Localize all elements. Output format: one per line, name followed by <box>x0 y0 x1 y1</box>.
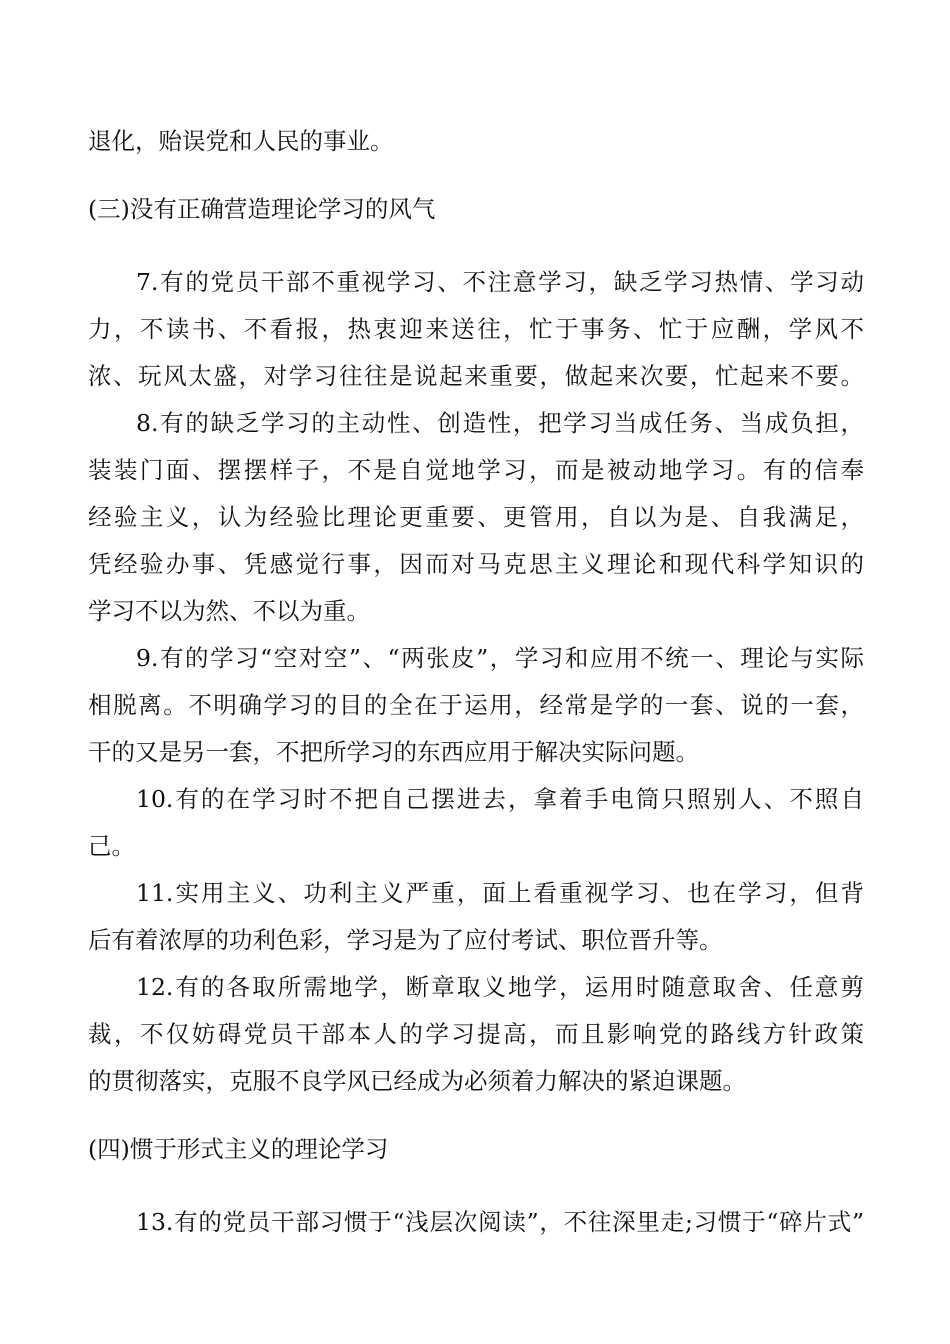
paragraph-line: 的贯彻落实，克服不良学风已经成为必须着力解决的紧迫课题。 <box>88 1067 746 1095</box>
paragraph-line: 12.有的各取所需地学，断章取义地学，运用时随意取舍、任意剪 <box>136 973 864 1001</box>
paragraph-7 <box>88 259 864 400</box>
document-page <box>88 118 864 1246</box>
paragraph-13 <box>88 1199 864 1246</box>
paragraph-line: 9.有的学习“空对空”、“两张皮”，学习和应用不统一、理论与实际 <box>136 644 864 672</box>
paragraph-line: 裁，不仅妨碍党员干部本人的学习提高，而且影响党的路线方针政策 <box>88 1020 864 1048</box>
paragraph-line: 相脱离。不明确学习的目的全在于运用，经常是学的一套、说的一套， <box>88 691 864 719</box>
paragraph-line: 装装门面、摆摆样子，不是自觉地学习，而是被动地学习。有的信奉 <box>88 456 864 484</box>
section-heading-3: (三)没有正确营造理论学习的风气 <box>88 195 436 223</box>
paragraph-10 <box>88 776 864 870</box>
paragraph-line: 浓、玩风太盛，对学习往往是说起来重要，做起来次要，忙起来不要。 <box>88 362 864 390</box>
paragraph-11 <box>88 870 864 964</box>
paragraph-line: 8.有的缺乏学习的主动性、创造性，把学习当成任务、当成负担， <box>136 409 864 437</box>
paragraph-line: 干的又是另一套，不把所学习的东西应用于解决实际问题。 <box>88 738 699 766</box>
paragraph-line: 经验主义，认为经验比理论更重要、更管用，自以为是、自我满足， <box>88 503 864 531</box>
paragraph-line: 11.实用主义、功利主义严重，面上看重视学习、也在学习，但背 <box>136 879 864 907</box>
paragraph-line: 后有着浓厚的功利色彩，学习是为了应付考试、职位晋升等。 <box>88 926 723 954</box>
paragraph-line: 力，不读书、不看报，热衷迎来送往，忙于事务、忙于应酬，学风不 <box>88 315 864 343</box>
paragraph-line: 退化，贻误党和人民的事业。 <box>88 127 394 155</box>
paragraph-line: 凭经验办事、凭感觉行事，因而对马克思主义理论和现代科学知识的 <box>88 550 864 578</box>
paragraph-line: 10.有的在学习时不把自己摆进去，拿着手电筒只照别人、不照自 <box>136 785 864 813</box>
paragraph-9 <box>88 635 864 776</box>
paragraph-12 <box>88 964 864 1105</box>
paragraph-line: 己。 <box>88 832 135 860</box>
paragraph-8 <box>88 400 864 635</box>
paragraph-line: 13.有的党员干部习惯于“浅层次阅读”，不往深里走;习惯于“碎片式” <box>136 1208 864 1236</box>
section-heading-4: (四)惯于形式主义的理论学习 <box>88 1135 389 1163</box>
paragraph-line: 7.有的党员干部不重视学习、不注意学习，缺乏学习热情、学习动 <box>136 268 864 296</box>
paragraph-line: 学习不以为然、不以为重。 <box>88 597 370 625</box>
